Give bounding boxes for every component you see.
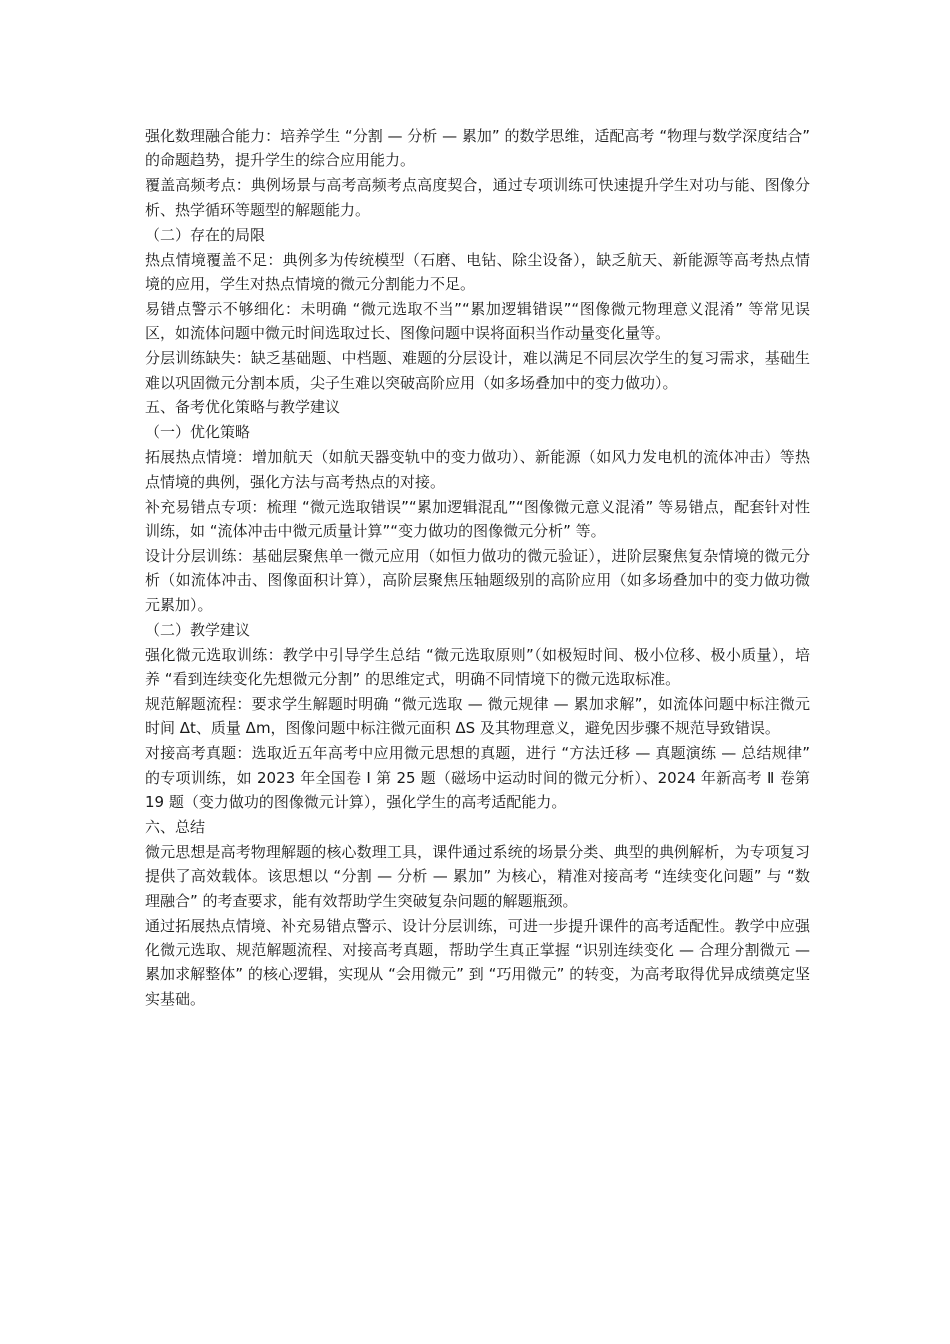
- paragraph-math-fusion: 强化数理融合能力：培养学生 “分割 — 分析 — 累加” 的数学思维，适配高考 “物理与数学深度结合” 的命题趋势，提升学生的综合应用能力。: [145, 127, 810, 170]
- paragraph-hot-topics: 热点情境覆盖不足：典例多为传统模型（石磨、电钻、除尘设备），缺乏航天、新能源等高考热点情境的应用，学生对热点情境的微元分割能力不足。: [145, 250, 810, 293]
- paragraph-design-tiers: 设计分层训练：基础层聚焦单一微元应用（如恒力做功的微元验证），进阶层聚焦复杂情境的微元分析（如流体冲击、图像面积计算），高阶层聚焦压轴题级别的高阶应用（如多场叠加中的变力做功微元累加）。: [145, 546, 810, 614]
- paragraph-error-warnings: 易错点警示不够细化：未明确 “微元选取不当”“累加逻辑错误”“图像微元物理意义混淆” 等常见误区，如流体问题中微元时间选取过长、图像问题中误将面积当作动量变化量等。: [145, 299, 810, 343]
- subheading-optimization: （一）优化策略: [145, 423, 251, 442]
- subheading-limitations: （二）存在的局限: [145, 225, 266, 244]
- paragraph-high-frequency: 覆盖高频考点：典例场景与高考高频考点高度契合，通过专项训练可快速提升学生对功与能、图像分析、热学循环等题型的解题能力。: [145, 176, 810, 219]
- paragraph-exam-questions: 对接高考真题：选取近五年高考中应用微元思想的真题，进行 “方法迁移 — 真题演练 — 总结规律” 的专项训练，如 2023 年全国卷 Ⅰ 第 25 题（磁场中运动时间的微元分析）、2024 年新高考 Ⅱ 卷第 19 题（变力做功的图像微元计算），强化学生的高考适配能力。: [145, 744, 810, 811]
- subheading-teaching-advice: （二）教学建议: [145, 620, 251, 639]
- paragraph-tiered-training: 分层训练缺失：缺乏基础题、中档题、难题的分层设计，难以满足不同层次学生的复习需求，基础生难以巩固微元分割本质，尖子生难以突破高阶应用（如多场叠加中的变力做功）。: [145, 349, 810, 392]
- paragraph-standard-process: 规范解题流程：要求学生解题时明确 “微元选取 — 微元规律 — 累加求解”，如流体问题中标注微元时间 Δt、质量 Δm，图像问题中标注微元面积 ΔS 及其物理意义，避免因步骤不规范导致错误。: [145, 694, 810, 738]
- paragraph-element-selection: 强化微元选取训练：教学中引导学生总结 “微元选取原则”（如极短时间、极小位移、极小质量），培养 “看到连续变化先想微元分割” 的思维定式，明确不同情境下的微元选取标准。: [145, 645, 810, 688]
- paragraph-summary-1: 微元思想是高考物理解题的核心数理工具，课件通过系统的场景分类、典型的典例解析，为专项复习提供了高效载体。该思想以 “分割 — 分析 — 累加” 为核心，精准对接高考 “连续变化问题” 与 “数理融合” 的考查要求，能有效帮助学生突破复杂问题的解题瓶颈。: [145, 842, 810, 910]
- paragraph-error-special: 补充易错点专项：梳理 “微元选取错误”“累加逻辑混乱”“图像微元意义混淆” 等易错点，配套针对性训练，如 “流体冲击中微元质量计算”“变力做功的图像微元分析” 等。: [145, 497, 810, 540]
- heading-section-6: 六、总结: [145, 817, 206, 836]
- paragraph-expand-hot-topics: 拓展热点情境：增加航天（如航天器变轨中的变力做功）、新能源（如风力发电机的流体冲击）等热点情境的典例，强化方法与高考热点的对接。: [145, 448, 810, 491]
- paragraph-summary-2: 通过拓展热点情境、补充易错点警示、设计分层训练，可进一步提升课件的高考适配性。教学中应强化微元选取、规范解题流程、对接高考真题，帮助学生真正掌握 “识别连续变化 — 合理分割微元 — 累加求解整体” 的核心逻辑，实现从 “会用微元” 到 “巧用微元” 的转变，为高考取得优异成绩奠定坚实基础。: [145, 916, 810, 1008]
- heading-section-5: 五、备考优化策略与教学建议: [145, 398, 341, 417]
- document-body: [145, 124, 810, 1012]
